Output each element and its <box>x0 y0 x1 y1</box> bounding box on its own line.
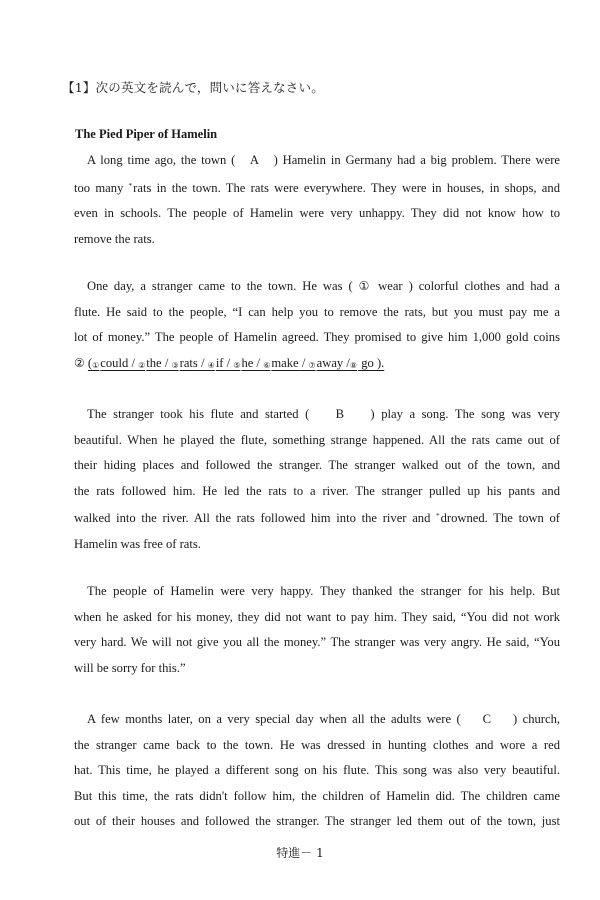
paragraph-line: lot of money.” The people of Hamelin agreed. They promised to give him 1,000 gold coins <box>74 330 560 345</box>
paragraph-5 <box>74 707 560 835</box>
reorder-option: ②the <box>138 355 162 370</box>
paragraph-3 <box>74 402 560 558</box>
paragraph-line: their hiding places and followed the stranger. The stranger walked out of the town, and <box>74 458 560 473</box>
paragraph-line: flute. He said to the people, “I can help you to remove the rats, but you must pay me a <box>74 304 560 319</box>
reorder-question-line <box>74 351 560 379</box>
paragraph-line: A long time ago, the town ( A ) Hamelin in Germany had a big problem. There were <box>74 148 560 174</box>
paragraph-line: Hamelin was free of rats. <box>74 536 201 551</box>
paragraph-line: beautiful. When he played the flute, something strange happened. All the rats came out of <box>74 432 560 447</box>
question-1-word: wear <box>378 279 403 293</box>
footnote-mark: * <box>128 181 133 190</box>
paragraph-line: the stranger came back to the town. He was dressed in hunting clothes and wore a red <box>74 737 560 752</box>
blank-B: B <box>335 407 345 421</box>
paragraph-line: A few months later, on a very special day when all the adults were ( C ) church, <box>74 707 560 733</box>
paragraph-line: even in schools. The people of Hamelin were very unhappy. They did not know how to <box>74 206 560 221</box>
reorder-option: ①could <box>92 355 129 370</box>
page-number: 特進－ 1 <box>276 846 324 860</box>
footnote-mark: * <box>436 512 440 521</box>
question-header: 【1】次の英文を読んで，問いに答えなさい。 <box>62 80 324 95</box>
paragraph-line: walked into the river. All the rats followed him into the river and *drowned. The town of <box>74 511 560 526</box>
paragraph-line: remove the rats. <box>74 231 155 246</box>
reorder-question: (①could / ②the / ③rats / ④if / ⑤he / ⑥make / ⑦away /⑧ go ). <box>87 355 385 370</box>
paragraph-2 <box>74 274 560 378</box>
paragraph-1 <box>74 148 560 252</box>
reorder-option: ⑧ go <box>349 355 374 370</box>
paragraph-line: hat. This time, he played a different song on his flute. This song was also very beautiful. <box>74 763 560 778</box>
paragraph-line: The stranger took his flute and started ( B ) play a song. The song was very <box>74 402 560 428</box>
passage-title: The Pied Piper of Hamelin <box>75 127 218 141</box>
blank-A: A <box>249 153 260 167</box>
reorder-option: ⑤he <box>233 355 254 370</box>
question-number-2: ② <box>74 355 85 370</box>
reorder-option: ⑦away <box>308 355 344 370</box>
paragraph-4 <box>74 579 560 681</box>
reorder-option: ⑥make <box>263 355 299 370</box>
paragraph-line: But this time, the rats didn't follow him, the children of Hamelin did. The children came <box>74 788 560 803</box>
question-number-1: ① <box>358 279 373 293</box>
paragraph-line: The people of Hamelin were very happy. They thanked the stranger for his help. But <box>87 584 560 598</box>
paragraph-line: will be sorry for this.” <box>74 660 186 675</box>
paragraph-line: One day, a stranger came to the town. He was ( ① wear ) colorful clothes and had a <box>87 279 560 293</box>
paragraph-line: too many *rats in the town. The rats were everywhere. They were in houses, in shops, and <box>74 180 560 195</box>
paragraph-line: very hard. We will not give you all the money.” The stranger was very angry. He said, “You <box>74 635 560 650</box>
paragraph-line: the rats followed him. He led the rats to a river. The stranger pulled up his pants and <box>74 483 560 498</box>
blank-C: C <box>482 712 492 726</box>
paragraph-line: out of their houses and followed the stranger. The stranger led them out of the town, just <box>74 814 560 829</box>
reorder-option: ④if <box>207 355 224 370</box>
paragraph-line: when he asked for his money, they did not want to pay him. They said, “You did not work <box>74 609 560 624</box>
reorder-option: ③rats <box>171 355 198 370</box>
